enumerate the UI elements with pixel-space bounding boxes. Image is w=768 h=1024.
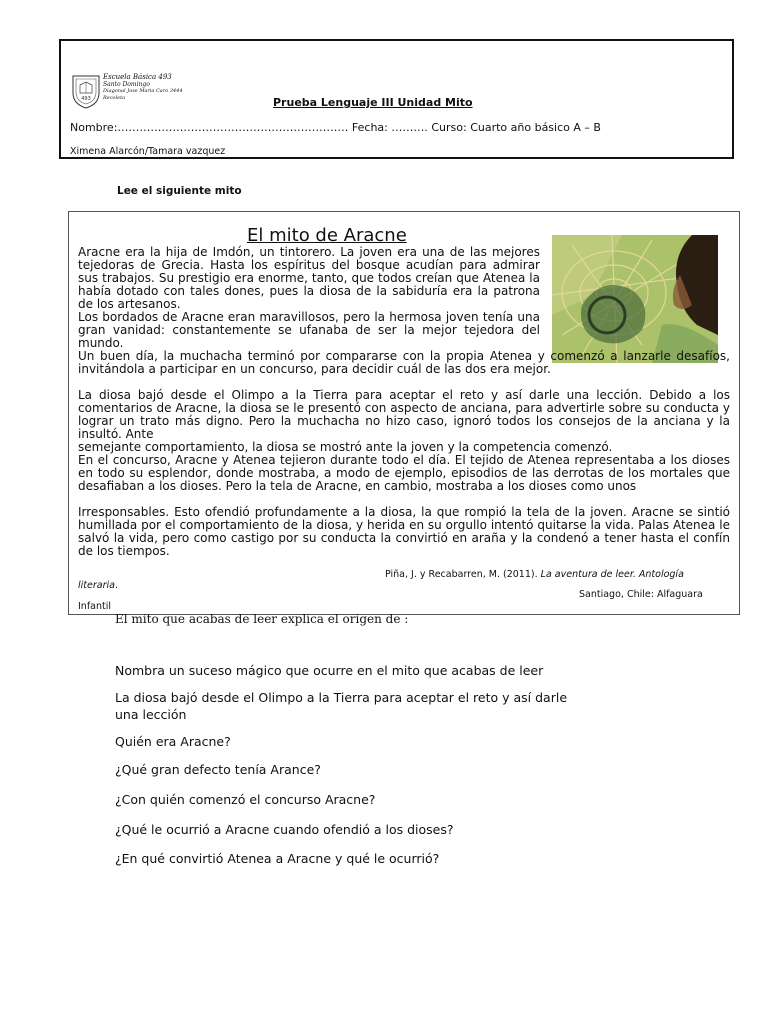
myth-paragraph-3: Un buen día, la muchacha terminó por compararse con la propia Atenea y comenzó a lanzarle desafíos, invitándola a participar en un concurso, para decidir cuál de las dos era mejor. xyxy=(78,349,730,376)
citation-line-2: literaria. xyxy=(78,580,118,591)
page-title: Prueba Lenguaje III Unidad Mito xyxy=(273,96,473,109)
student-info-line: Nombre:……………………………………………………… Fecha: ………. Curso: Cuarto año básico A – B xyxy=(70,121,601,134)
citation-line-1: Piña, J. y Recabarren, M. (2011). La aventura de leer. Antología xyxy=(385,569,684,580)
myth-paragraph-6: En el concurso, Aracne y Atenea tejieron durante todo el día. El tejido de Atenea representaba a los dioses en todo su esplendor, donde mostraba, a modo de ejemplo, episodios de las derrotas de los mortales que desafiaban a los dioses. Pero la tela de Aracne, en cambio, mostraba a los dioses como unos xyxy=(78,453,730,493)
arachne-illustration xyxy=(552,235,718,363)
crest-number: 493 xyxy=(81,96,91,102)
school-subtitle: Santo Domingo xyxy=(103,81,150,88)
school-city: Recoleta xyxy=(103,95,126,101)
question-2: Nombra un suceso mágico que ocurre en el mito que acabas de leer xyxy=(115,663,544,678)
citation-series: Infantil xyxy=(78,601,112,612)
myth-paragraph-7: Irresponsables. Esto ofendió profundamente a la diosa, la que rompió la tela de la joven. Aracne se sintió humillada por el comportamiento de la diosa, y herida en su orgullo intentó quitarse la vida. Palas Atenea le salvó la vida, pero como castigo por su conducta la convirtió en araña y la condenó a tener hasta el confín de los tiempos. xyxy=(78,505,730,558)
question-8: ¿En qué convirtió Atenea a Aracne y qué le ocurrió? xyxy=(115,851,440,866)
teacher-names: Ximena Alarcón/Tamara vazquez xyxy=(70,146,226,157)
school-name: Escuela Básica 493 xyxy=(103,73,172,81)
school-crest-icon xyxy=(71,73,101,109)
header-box xyxy=(59,39,734,159)
myth-text-box xyxy=(68,211,740,615)
myth-paragraph-1: Aracne era la hija de Imdón, un tintorero. La joven era una de las mejores tejedoras de Grecia. Hasta los espíritus del bosque acudían para admirar sus trabajos. Su prestigio era enorme, tanto, que todos creían que Atenea la había dotado con tales dones, pues la diosa de la sabiduría era la patrona de los artesanos. xyxy=(78,245,540,311)
myth-paragraph-4: La diosa bajó desde el Olimpo a la Tierra para aceptar el reto y así darle una lección. Debido a los comentarios de Aracne, la diosa se le presentó con aspecto de anciana, para advertirle sobre su conducta y lograr un trato más digno. Pero la muchacha no hizo caso, ignoró todos los consejos de la anciana y la insultó. Ante xyxy=(78,388,730,441)
school-address: Diagonal Jose Maria Caro 3444 xyxy=(103,88,183,94)
question-6: ¿Con quién comenzó el concurso Aracne? xyxy=(115,792,376,807)
school-logo xyxy=(71,71,187,111)
reading-instruction: Lee el siguiente mito xyxy=(117,185,242,197)
question-1: El mito que acabas de leer explica el origen de : xyxy=(115,612,409,626)
myth-paragraph-5: semejante comportamiento, la diosa se mostró ante la joven y la competencia comenzó. xyxy=(78,440,613,454)
citation-place: Santiago, Chile: Alfaguara xyxy=(579,589,703,600)
question-7: ¿Qué le ocurrió a Aracne cuando ofendió a los dioses? xyxy=(115,822,454,837)
question-3-cont: una lección xyxy=(115,707,187,722)
myth-paragraph-2: Los bordados de Aracne eran maravillosos, pero la hermosa joven tenía una gran vanidad: constantemente se ufanaba de ser la mejor tejedora del mundo. xyxy=(78,310,540,350)
question-5: ¿Qué gran defecto tenía Arance? xyxy=(115,762,321,777)
myth-title: El mito de Aracne xyxy=(247,225,407,246)
question-4: Quién era Aracne? xyxy=(115,734,231,749)
question-3: La diosa bajó desde el Olimpo a la Tierra para aceptar el reto y así darle xyxy=(115,690,568,705)
